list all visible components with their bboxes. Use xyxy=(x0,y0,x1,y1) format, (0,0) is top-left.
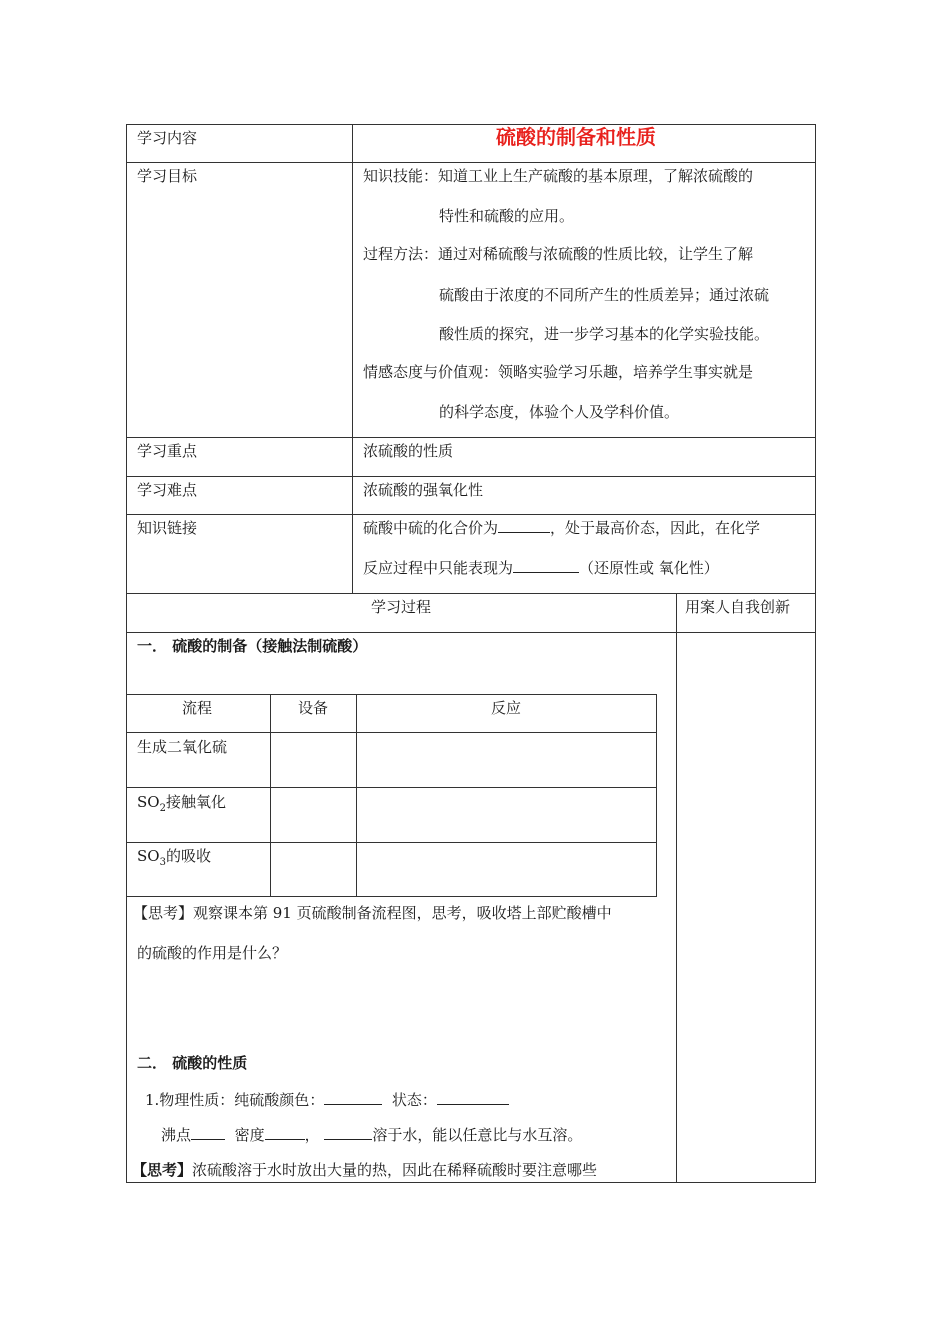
header-reaction: 反应 xyxy=(491,699,522,717)
table-border-bottom xyxy=(126,1182,816,1183)
solubility-blank[interactable] xyxy=(324,1125,372,1140)
link-text: （还原性或 氧化性） xyxy=(579,559,719,577)
row-so2-oxidation xyxy=(137,792,226,819)
link-text: ，处于最高价态，因此，在化学 xyxy=(550,519,761,537)
inner-table-col-divider xyxy=(356,694,357,897)
row-divider xyxy=(126,162,816,163)
phys-text: 溶于水，能以任意比与水互溶。 xyxy=(372,1126,583,1144)
inner-table-row-divider xyxy=(126,732,657,733)
formula-subscript: 3 xyxy=(159,857,166,868)
table-border-right xyxy=(815,124,816,1183)
section1-heading: 一． 硫酸的制备（接触法制硫酸） xyxy=(137,637,368,655)
key-point-value: 浓硫酸的性质 xyxy=(363,442,454,460)
key-point-label: 学习重点 xyxy=(137,442,198,460)
row-divider xyxy=(126,593,816,594)
think-label: 【思考】 xyxy=(132,1161,193,1179)
innovation-header: 用案人自我创新 xyxy=(685,598,791,616)
goal-process-line2: 硫酸由于浓度的不同所产生的性质差异；通过浓硫 xyxy=(439,286,770,304)
goal-attitude-line1: 情感态度与价值观：领略实验学习乐趣，培养学生事实就是 xyxy=(363,363,754,381)
phys-text: ， xyxy=(304,1126,320,1144)
row-so2-generation: 生成二氧化硫 xyxy=(137,738,228,756)
goal-knowledge-line1: 知识技能：知道工业上生产硫酸的基本原理，了解浓硫酸的 xyxy=(363,167,754,185)
link-text: 反应过程中只能表现为 xyxy=(363,559,514,577)
inner-table-row-divider xyxy=(126,787,657,788)
inner-table-right xyxy=(656,694,657,897)
think-question-1-line2: 的硫酸的作用是什么？ xyxy=(137,944,288,962)
inner-table-top xyxy=(126,694,657,695)
table-border-left xyxy=(126,124,127,1183)
think-text: 浓硫酸溶于水时放出大量的热，因此在稀释硫酸时要注意哪些 xyxy=(192,1161,598,1179)
inner-table-row-divider xyxy=(126,842,657,843)
label-column-divider xyxy=(352,124,353,594)
property-blank[interactable] xyxy=(513,558,579,573)
formula-subscript: 2 xyxy=(159,803,166,814)
formula-text: SO xyxy=(137,793,160,811)
goal-knowledge-line2: 特性和硫酸的应用。 xyxy=(439,207,575,225)
section2-heading: 二． 硫酸的性质 xyxy=(137,1054,248,1072)
state-blank[interactable] xyxy=(437,1090,509,1105)
row-so3-absorption xyxy=(137,846,211,873)
header-equipment: 设备 xyxy=(298,699,329,717)
innovation-column-divider xyxy=(676,593,677,1183)
knowledge-link-line2 xyxy=(363,558,719,578)
table-border-top xyxy=(126,124,816,125)
boiling-point-blank[interactable] xyxy=(191,1125,225,1140)
phys-text: 密度 xyxy=(234,1126,265,1144)
formula-text: SO xyxy=(137,847,160,865)
page-title: 硫酸的制备和性质 xyxy=(496,125,656,149)
physical-properties-line2 xyxy=(161,1125,582,1145)
inner-table-bottom xyxy=(126,896,657,897)
think-question-2 xyxy=(132,1160,597,1180)
goal-process-line1: 过程方法：通过对稀硫酸与浓硫酸的性质比较，让学生了解 xyxy=(363,245,754,263)
process-header: 学习过程 xyxy=(371,598,432,616)
valence-blank[interactable] xyxy=(498,518,550,533)
physical-properties-line1 xyxy=(145,1090,509,1110)
density-blank[interactable] xyxy=(265,1125,305,1140)
goal-attitude-line2: 的科学态度，体验个人及学科价值。 xyxy=(439,403,680,421)
difficult-point-label: 学习难点 xyxy=(137,481,198,499)
goals-label: 学习目标 xyxy=(137,167,198,185)
formula-text: 的吸收 xyxy=(165,847,211,865)
row-divider xyxy=(126,632,816,633)
knowledge-link-line1 xyxy=(363,518,760,538)
think-question-1-line1: 【思考】观察课本第 91 页硫酸制备流程图，思考，吸收塔上部贮酸槽中 xyxy=(133,904,612,922)
formula-text: 接触氧化 xyxy=(165,793,226,811)
content-label: 学习内容 xyxy=(137,129,198,147)
phys-text: 状态： xyxy=(391,1091,437,1109)
row-divider xyxy=(126,514,816,515)
row-divider xyxy=(126,476,816,477)
phys-text: 沸点 xyxy=(161,1126,192,1144)
knowledge-link-label: 知识链接 xyxy=(137,519,198,537)
link-text: 硫酸中硫的化合价为 xyxy=(363,519,499,537)
header-process: 流程 xyxy=(182,699,213,717)
row-divider xyxy=(126,437,816,438)
difficult-point-value: 浓硫酸的强氧化性 xyxy=(363,481,484,499)
color-blank[interactable] xyxy=(324,1090,382,1105)
phys-text: 1.物理性质：纯硫酸颜色： xyxy=(145,1091,325,1109)
inner-table-col-divider xyxy=(270,694,271,897)
goal-process-line3: 酸性质的探究，进一步学习基本的化学实验技能。 xyxy=(439,325,770,343)
